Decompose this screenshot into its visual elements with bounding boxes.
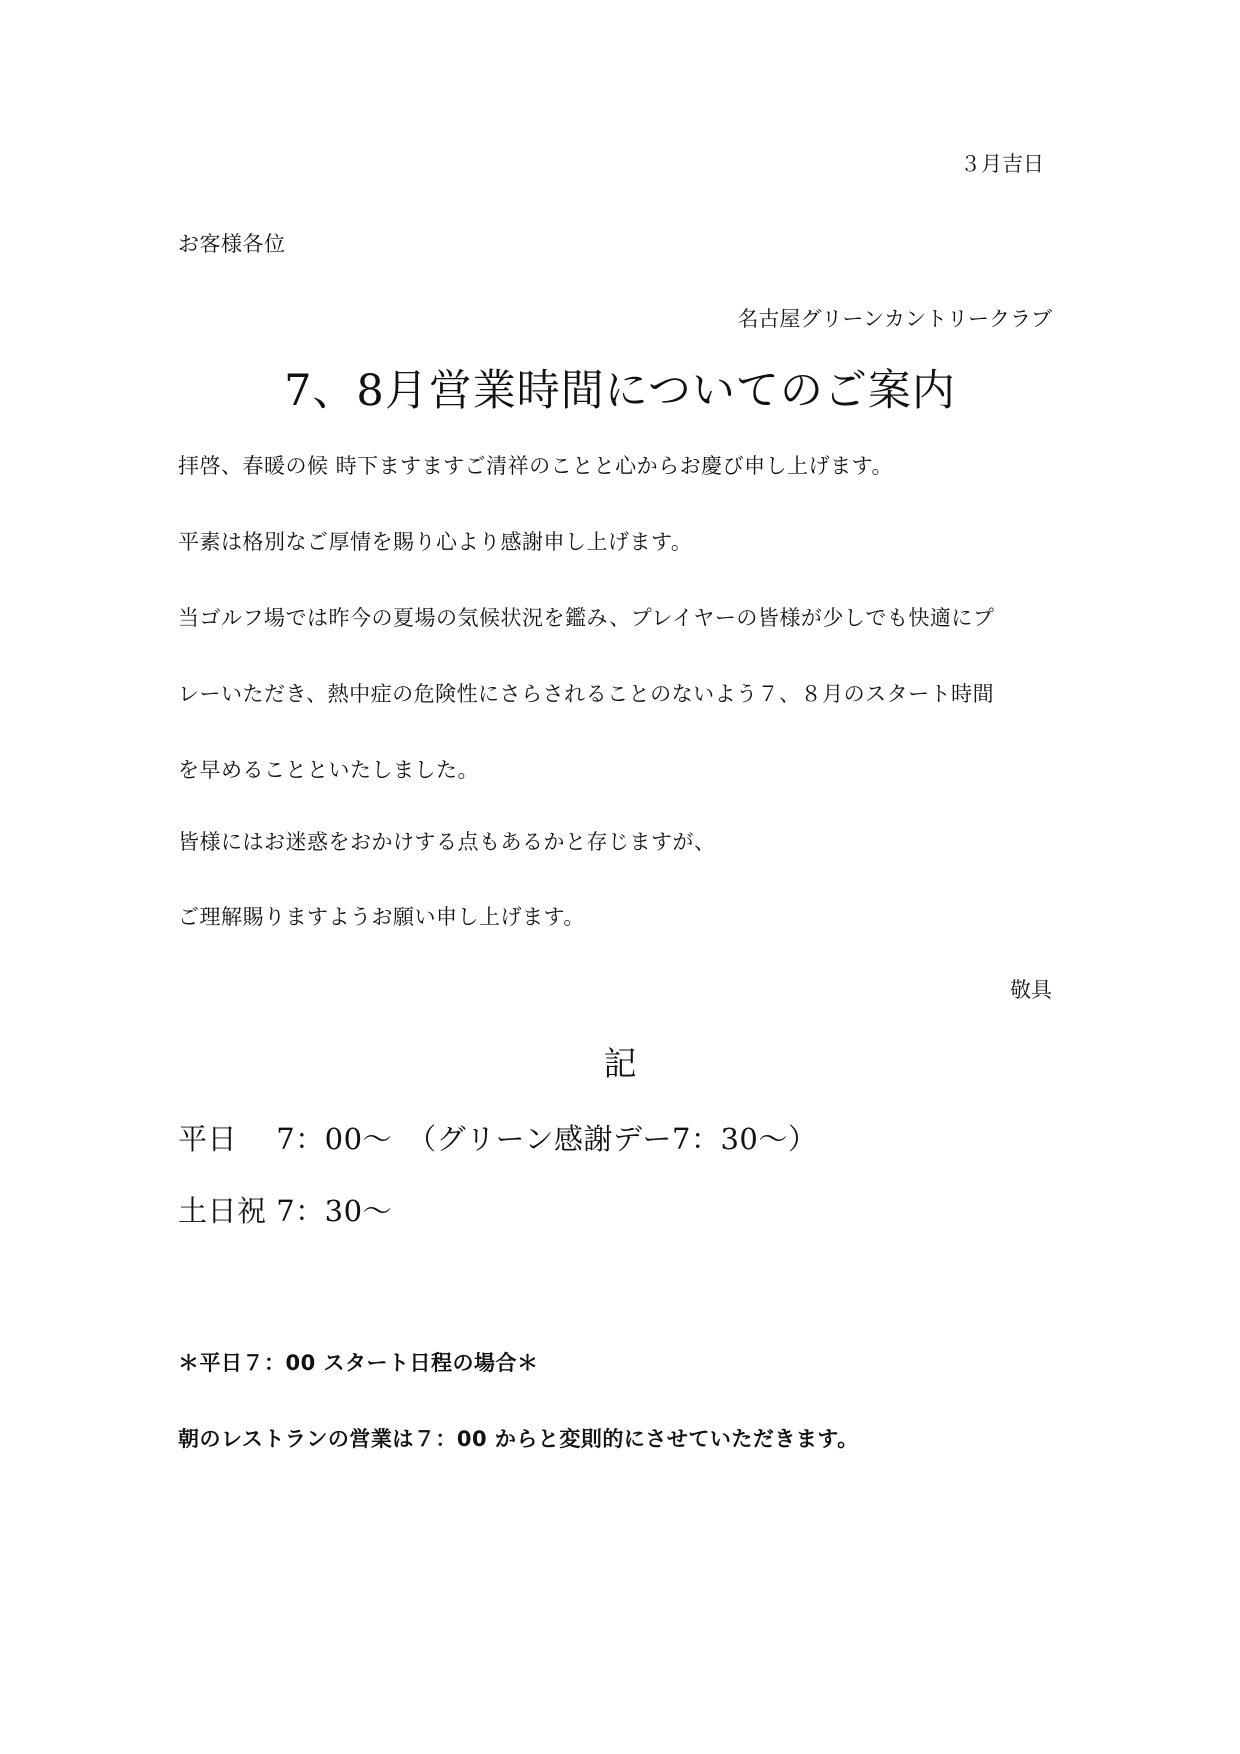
note-title: ＊平日７：00 スタート日程の場合＊ (178, 1351, 539, 1375)
note-text: 朝のレストランの営業は７：00 からと変則的にさせていただきます。 (178, 1427, 859, 1451)
sender: 名古屋グリーンカントリークラブ (737, 307, 1052, 331)
notice-heading: 記 (603, 1044, 637, 1083)
body-line: 当ゴルフ場では昨今の夏場の気候状況を鑑み、プレイヤーの皆様が少しでも快適にプ (178, 606, 995, 630)
recipient: お客様各位 (178, 232, 286, 256)
body-line: ご理解賜りますようお願い申し上げます。 (178, 905, 585, 929)
body-line: を早めることといたしました。 (178, 758, 479, 782)
schedule-weekend: 土日祝 7：30～ (178, 1194, 393, 1228)
date: ３月吉日 (960, 152, 1044, 176)
body-line: 皆様にはお迷惑をおかけする点もあるかと存じますが、 (178, 830, 716, 854)
document-title: 7、8月営業時間についてのご案内 (284, 366, 956, 416)
body-line: 拝啓、春暖の候 時下ますますご清祥のことと心からお慶び申し上げます。 (178, 454, 893, 478)
schedule-weekday: 平日 7：00～ （グリーン感謝デー7：30～） (178, 1122, 818, 1156)
body-line: レーいただき、熱中症の危険性にさらされることのないよう７、８月のスタート時間 (178, 682, 995, 706)
closing: 敬具 (1010, 978, 1052, 1002)
body-line: 平素は格別なご厚情を賜り心より感謝申し上げます。 (178, 530, 693, 554)
